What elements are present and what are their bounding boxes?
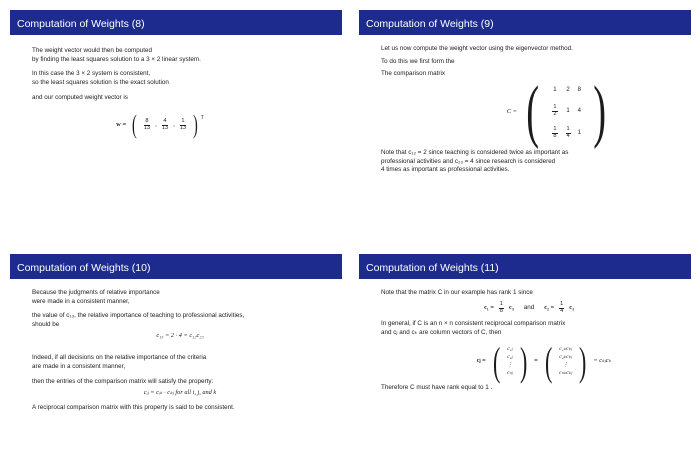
frac-2: 4 13	[161, 118, 169, 131]
frac-1: 8 13	[143, 118, 151, 131]
text-line: and cⱼ and cₖ are column vectors of C, then	[381, 329, 502, 337]
w-label: w =	[116, 120, 127, 128]
slide-body	[32, 47, 328, 138]
text-line: the value of c₁₃, the relative importance of teaching to professional activities,	[32, 312, 245, 320]
slide-title: Computation of Weights (9)	[359, 14, 691, 35]
text-line: The comparison matrix	[381, 70, 446, 78]
slide-8	[10, 10, 342, 220]
text-line: Note that the matrix C in our example has rank 1 since	[381, 289, 533, 296]
text-line: The weight vector would then be computed	[32, 47, 153, 54]
text-line: are made in a consistent manner,	[32, 363, 126, 371]
text-line: then the entries of the comparison matrix will satisfy the property:	[32, 377, 214, 385]
text-line: Let us now compute the weight vector using the eigenvector method.	[381, 45, 573, 52]
text-line: To do this we first form the	[381, 57, 455, 65]
slide-title: Computation of Weights (8)	[10, 14, 342, 35]
matrix-table: 1 2 8 $\frac{1}{2}$ 1 4 $\frac{1}{8}$ $\frac{1}{4}$ 1	[553, 86, 581, 139]
equation-consistency: cᵢⱼ = cᵢₖ · cₖⱼ for all i, j, and k	[143, 388, 217, 396]
slide-11	[359, 240, 691, 450]
weight-vector-equation: w = ( 8 13 , 4 13 , 1 13 ) $^T$	[116, 110, 204, 140]
text-line: In this case the 3 × 2 system is consistent,	[32, 70, 151, 78]
text-line: Because the judgments of relative importance	[32, 289, 160, 296]
slide-title: Computation of Weights (10)	[10, 258, 342, 279]
text-line: so the least squares solution is the exact solution	[32, 79, 169, 87]
transpose-mark: T	[200, 114, 204, 121]
note-line: professional activities and c₂₃ = 4 since research is considered	[381, 157, 556, 165]
text-line: by finding the least squares solution to a 3 × 2 linear system.	[32, 55, 201, 63]
equation-c13: c₁₃ = 2 · 4 = c₁₂c₂₃	[156, 331, 204, 339]
slide-body	[32, 289, 328, 419]
comparison-matrix: C = ( 1 2 8 $\frac{1}{2}$ 1 4 $\frac{1}{8}$ $\frac{1}{4}$ 1 )	[506, 73, 607, 151]
slide-title: Computation of Weights (11)	[359, 258, 691, 279]
slide-body	[381, 289, 677, 398]
text-line: should be	[32, 321, 60, 329]
note-line: Note that c₁₂ = 2 since teaching is considered twice as important as	[381, 149, 569, 157]
text-line: were made in a consistent manner,	[32, 297, 130, 305]
note-line: 4 times as important as professional activities.	[381, 166, 510, 174]
slide-10	[10, 240, 342, 450]
slide-9	[359, 10, 691, 220]
text-line: and our computed weight vector is	[32, 93, 128, 101]
text-line: Indeed, if all decisions on the relative importance of the criteria	[32, 354, 207, 362]
rank-equation: c₁ = $\frac{1}{8}$ c₃ and c₂ = $\frac{1}{4}$ c₃	[484, 300, 574, 314]
text-line: Therefore C must have rank equal to 1 .	[381, 383, 493, 391]
frac-3: 1 13	[179, 118, 187, 131]
column-vector-equation: cⱼ = ( c₁ⱼ c₂ⱼ ⋮ cₙⱼ ) = ( c₁ₖcₖⱼ c₂ₖcₖⱼ ⋮ cₙₖcₖⱼ ) = cₖⱼcₖ	[476, 338, 612, 384]
text-line: In general, if C is an n × n consistent reciprocal comparison matrix	[381, 320, 566, 328]
text-line: A reciprocal comparison matrix with this property is said to be consistent.	[32, 404, 235, 412]
slide-body	[381, 45, 677, 175]
